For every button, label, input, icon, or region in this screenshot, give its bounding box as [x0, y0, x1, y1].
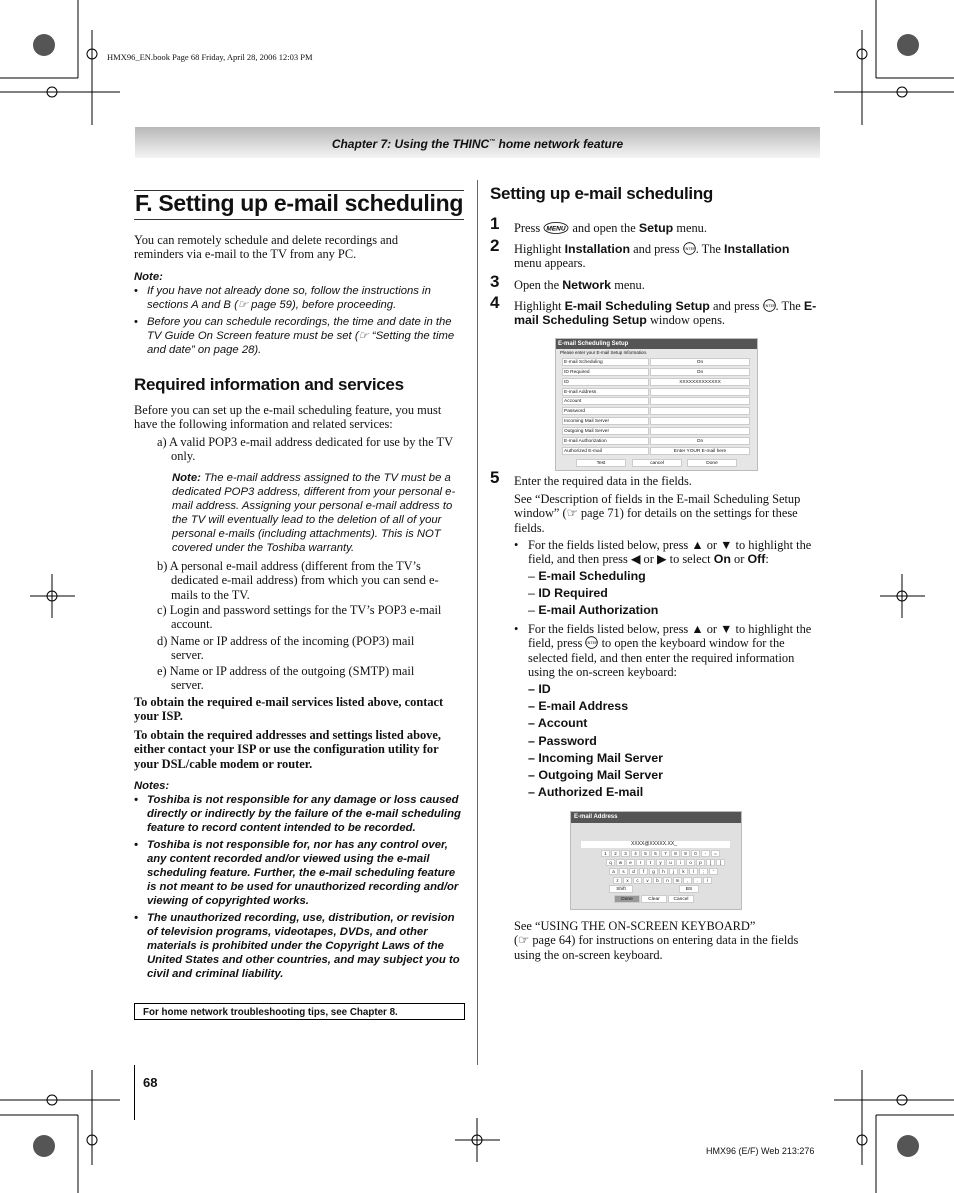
book-reference-icon: ☞: [566, 506, 578, 521]
setup-heading: Setting up e-mail scheduling: [490, 184, 714, 203]
backspace-key[interactable]: BS: [679, 885, 699, 893]
key-row-asdf: [609, 868, 718, 876]
done-button[interactable]: Done: [687, 459, 737, 467]
key[interactable]: ': [709, 868, 718, 875]
note-label: Note:: [134, 271, 163, 283]
page-number: 68: [143, 1075, 158, 1090]
see-description-text: See “Description of fields in the E-mail Scheduling Setup window” (☞ page 71) for details on the settings for these fields.: [514, 492, 801, 535]
svg-text:ENTER: ENTER: [585, 641, 599, 646]
enter-button-icon: [763, 299, 776, 312]
up-arrow-icon: ▲: [691, 622, 704, 636]
key[interactable]: ;: [699, 868, 708, 875]
intro-text: You can remotely schedule and delete recordings and reminders via e-mail to the TV from any PC.: [134, 233, 399, 262]
key[interactable]: 3: [621, 850, 630, 857]
setup-row[interactable]: ID Required On: [562, 368, 750, 376]
key[interactable]: m: [673, 877, 682, 884]
column-divider: [477, 180, 478, 1065]
key[interactable]: d: [629, 868, 638, 875]
key[interactable]: 6: [651, 850, 660, 857]
cancel-button[interactable]: cancel: [632, 459, 682, 467]
key[interactable]: =: [711, 850, 720, 857]
test-button[interactable]: Test: [576, 459, 626, 467]
key[interactable]: z: [613, 877, 622, 884]
required-item-d: d) Name or IP address of the incoming (POP3) mail server.: [157, 634, 415, 663]
key[interactable]: f: [639, 868, 648, 875]
key[interactable]: l: [689, 868, 698, 875]
list-item: – Incoming Mail Server: [528, 750, 663, 765]
obtain-addresses-text: To obtain the required addresses and settings listed above, either contact your ISP or use the configuration utility for your DSL/cable modem or router.: [134, 728, 441, 771]
obtain-isp-text: To obtain the required e-mail services listed above, contact your ISP.: [134, 695, 444, 724]
key[interactable]: /: [703, 877, 712, 884]
key[interactable]: y: [656, 859, 665, 866]
chapter-title-rest: home network feature: [495, 137, 624, 151]
setup-row[interactable]: Incoming Mail Server: [562, 417, 750, 425]
setup-row[interactable]: Authorized E-mail Enter YOUR E-mail here: [562, 447, 750, 455]
key[interactable]: ]: [716, 859, 725, 866]
key[interactable]: s: [619, 868, 628, 875]
enter-button-icon: [683, 242, 696, 255]
note-list: [134, 284, 464, 357]
step-number-5: 5: [490, 468, 500, 487]
list-item: – ID Required: [528, 586, 608, 601]
step-number-2: 2: [490, 236, 500, 255]
bullet-toggle-fields: • For the fields listed below, press ▲ or ▼ to highlight the field, and then press ◀ or ▶ to select On or Off:: [514, 538, 812, 567]
setup-row[interactable]: Outgoing Mail Server: [562, 427, 750, 435]
screen-subtitle: Please enter your E-mail Setup Information.: [560, 350, 648, 355]
done-key[interactable]: Done: [614, 895, 640, 903]
book-reference-icon: ☞: [358, 330, 369, 342]
key[interactable]: r: [636, 859, 645, 866]
footer-code: HMX96 (E/F) Web 213:276: [706, 1146, 815, 1156]
key[interactable]: k: [679, 868, 688, 875]
enter-button-icon: [585, 636, 598, 649]
key[interactable]: .: [693, 877, 702, 884]
key[interactable]: g: [649, 868, 658, 875]
setup-row[interactable]: ID XXXXXXXXXXXXX: [562, 378, 750, 386]
key[interactable]: o: [686, 859, 695, 866]
down-arrow-icon: ▼: [720, 622, 733, 636]
key[interactable]: n: [663, 877, 672, 884]
svg-text:ENTER: ENTER: [762, 304, 776, 308]
down-arrow-icon: ▼: [720, 538, 733, 552]
list-item: – E-mail Scheduling: [528, 569, 646, 583]
email-address-field[interactable]: XXXX@XXXXX.XX_: [581, 841, 730, 848]
list-item: – Password: [528, 733, 597, 748]
required-item-b: b) A personal e-mail address (different from the TV’s dedicated e-mail address) from which you can send e-mails to the TV.: [157, 559, 439, 602]
cancel-key[interactable]: Cancel: [668, 895, 694, 903]
key[interactable]: ,: [683, 877, 692, 884]
list-item: – Outgoing Mail Server: [528, 768, 663, 783]
note-item: • Before you can schedule recordings, the time and date in the TV Guide On Screen feature must be set (☞ “Setting the time and date” on page 28).: [134, 316, 455, 356]
onscreen-keyboard-screen: [570, 811, 742, 910]
key[interactable]: [: [706, 859, 715, 866]
required-heading: Required information and services: [134, 375, 404, 394]
key[interactable]: b: [653, 877, 662, 884]
setup-row[interactable]: E-mail Authorization On: [562, 437, 750, 445]
list-item: – E-mail Address: [528, 699, 629, 714]
setup-row[interactable]: Account: [562, 397, 750, 405]
key[interactable]: 5: [641, 850, 650, 857]
key[interactable]: 9: [681, 850, 690, 857]
key-row-numbers: [601, 850, 720, 858]
key[interactable]: v: [643, 877, 652, 884]
bullet-keyboard-fields: • For the fields listed below, press ▲ or ▼ to highlight the field, press ENTER to open the keyboard window for the selected field, and then enter the required information using the on-screen keyboard:: [514, 622, 812, 679]
list-item: – Authorized E-mail: [528, 785, 644, 800]
key[interactable]: 0: [691, 850, 700, 857]
right-arrow-icon: ▶: [656, 552, 667, 567]
key-row-qwerty: [606, 859, 725, 867]
key[interactable]: e: [626, 859, 635, 866]
step-5: Enter the required data in the fields.: [514, 474, 692, 488]
required-item-c: c) Login and password settings for the TV’s POP3 e-mail account.: [157, 603, 442, 632]
key[interactable]: p: [696, 859, 705, 866]
key[interactable]: 8: [671, 850, 680, 857]
menu-button-icon: [543, 222, 569, 234]
notes2-item: • The unauthorized recording, use, distribution, or revision of television programs, videotapes, DVDs, and other materials is prohibited under the Copyright Laws of the United States and other countries, and may subject you to civil and criminal liability.: [134, 912, 460, 980]
step-number-1: 1: [490, 214, 500, 233]
required-intro: Before you can set up the e-mail scheduling feature, you must have the following information and related services:: [134, 403, 442, 432]
step-3: Open the Network menu.: [514, 278, 645, 292]
screen-title: E-mail Scheduling Setup: [556, 339, 757, 349]
list-item: – E-mail Authorization: [528, 603, 659, 618]
key[interactable]: 7: [661, 850, 670, 857]
chapter-title: Chapter 7: Using the THINC: [331, 137, 490, 151]
key[interactable]: q: [606, 859, 615, 866]
key[interactable]: j: [669, 868, 678, 875]
trademark: ™: [489, 139, 496, 145]
key[interactable]: c: [633, 877, 642, 884]
chapter-header: [135, 127, 820, 158]
key[interactable]: w: [616, 859, 625, 866]
svg-text:MENU: MENU: [546, 225, 566, 233]
key-row-zxcv: [613, 877, 712, 885]
list-item: – Account: [528, 716, 588, 731]
setup-row[interactable]: Password: [562, 407, 750, 415]
book-reference-icon: ☞: [518, 933, 530, 948]
shift-key[interactable]: Shift: [609, 885, 633, 893]
file-info: HMX96_EN.book Page 68 Friday, April 28, 2006 12:03 PM: [107, 52, 313, 62]
key[interactable]: a: [609, 868, 618, 875]
step-4: Highlight E-mail Scheduling Setup and press ENTER . The E-mail Scheduling Setup window opens.: [514, 299, 817, 328]
key[interactable]: 2: [611, 850, 620, 857]
step-number-3: 3: [490, 272, 500, 291]
list-item: – ID: [528, 682, 551, 696]
step-1: Press MENU and open the Setup menu.: [514, 221, 707, 235]
key[interactable]: x: [623, 877, 632, 884]
page-number-rule: [134, 1065, 135, 1120]
toggle-field-list: [528, 568, 658, 620]
required-item-a: a) A valid POP3 e-mail address dedicated for use by the TV only.: [157, 435, 453, 464]
notes2-item: • Toshiba is not responsible for, nor has any control over, any content recorded and/or viewed using the e-mail scheduling feature. Further, the e-mail scheduling feature is not meant to be used for unauthorized recording and/or viewing of copyrighted works.: [134, 839, 459, 907]
setup-row[interactable]: E-mail Scheduling On: [562, 358, 750, 366]
key[interactable]: i: [676, 859, 685, 866]
notes2-item: • Toshiba is not responsible for any damage or loss caused directly or indirectly by the failure of the e-mail scheduling feature to record content intended to be recorded.: [134, 794, 461, 834]
key[interactable]: t: [646, 859, 655, 866]
key[interactable]: u: [666, 859, 675, 866]
notes2-list: [134, 793, 464, 981]
email-scheduling-setup-screen: [555, 338, 758, 471]
page-title: F. Setting up e-mail scheduling: [135, 190, 464, 216]
step-2: Highlight Installation and press ENTER . The Installation menu appears.: [514, 242, 790, 271]
notes2-label: Notes:: [134, 780, 170, 792]
step-number-4: 4: [490, 293, 500, 312]
keyboard-title: E-mail Address: [571, 812, 741, 823]
clear-key[interactable]: Clear: [641, 895, 667, 903]
title-rule-bottom: [134, 219, 464, 220]
svg-text:ENTER: ENTER: [683, 247, 696, 251]
setup-row[interactable]: E-mail Address: [562, 388, 750, 396]
key[interactable]: -: [701, 850, 710, 857]
left-arrow-icon: ◀: [630, 552, 641, 567]
see-keyboard-text: See “USING THE ON-SCREEN KEYBOARD” (☞ page 64) for instructions on entering data in the fields using the on-screen keyboard.: [514, 919, 799, 962]
up-arrow-icon: ▲: [691, 538, 704, 552]
keyboard-field-list: [528, 681, 663, 801]
note-item: • If you have not already done so, follow the instructions in sections A and B (☞ page 59), before proceeding.: [134, 285, 431, 311]
item-a-note: Note: The e-mail address assigned to the TV must be a dedicated POP3 address, different from your personal e-mail address. Assigning your personal e-mail address to the TV will eventually lead to the deletion of all of your personal e-mails (including attachments). This is NOT covered under the Toshiba warranty.: [172, 472, 456, 554]
key[interactable]: 4: [631, 850, 640, 857]
key[interactable]: 1: [601, 850, 610, 857]
key[interactable]: h: [659, 868, 668, 875]
book-reference-icon: ☞: [237, 299, 248, 311]
troubleshooting-tip-box: For home network troubleshooting tips, see Chapter 8.: [134, 1003, 465, 1020]
required-item-e: e) Name or IP address of the outgoing (SMTP) mail server.: [157, 664, 415, 693]
